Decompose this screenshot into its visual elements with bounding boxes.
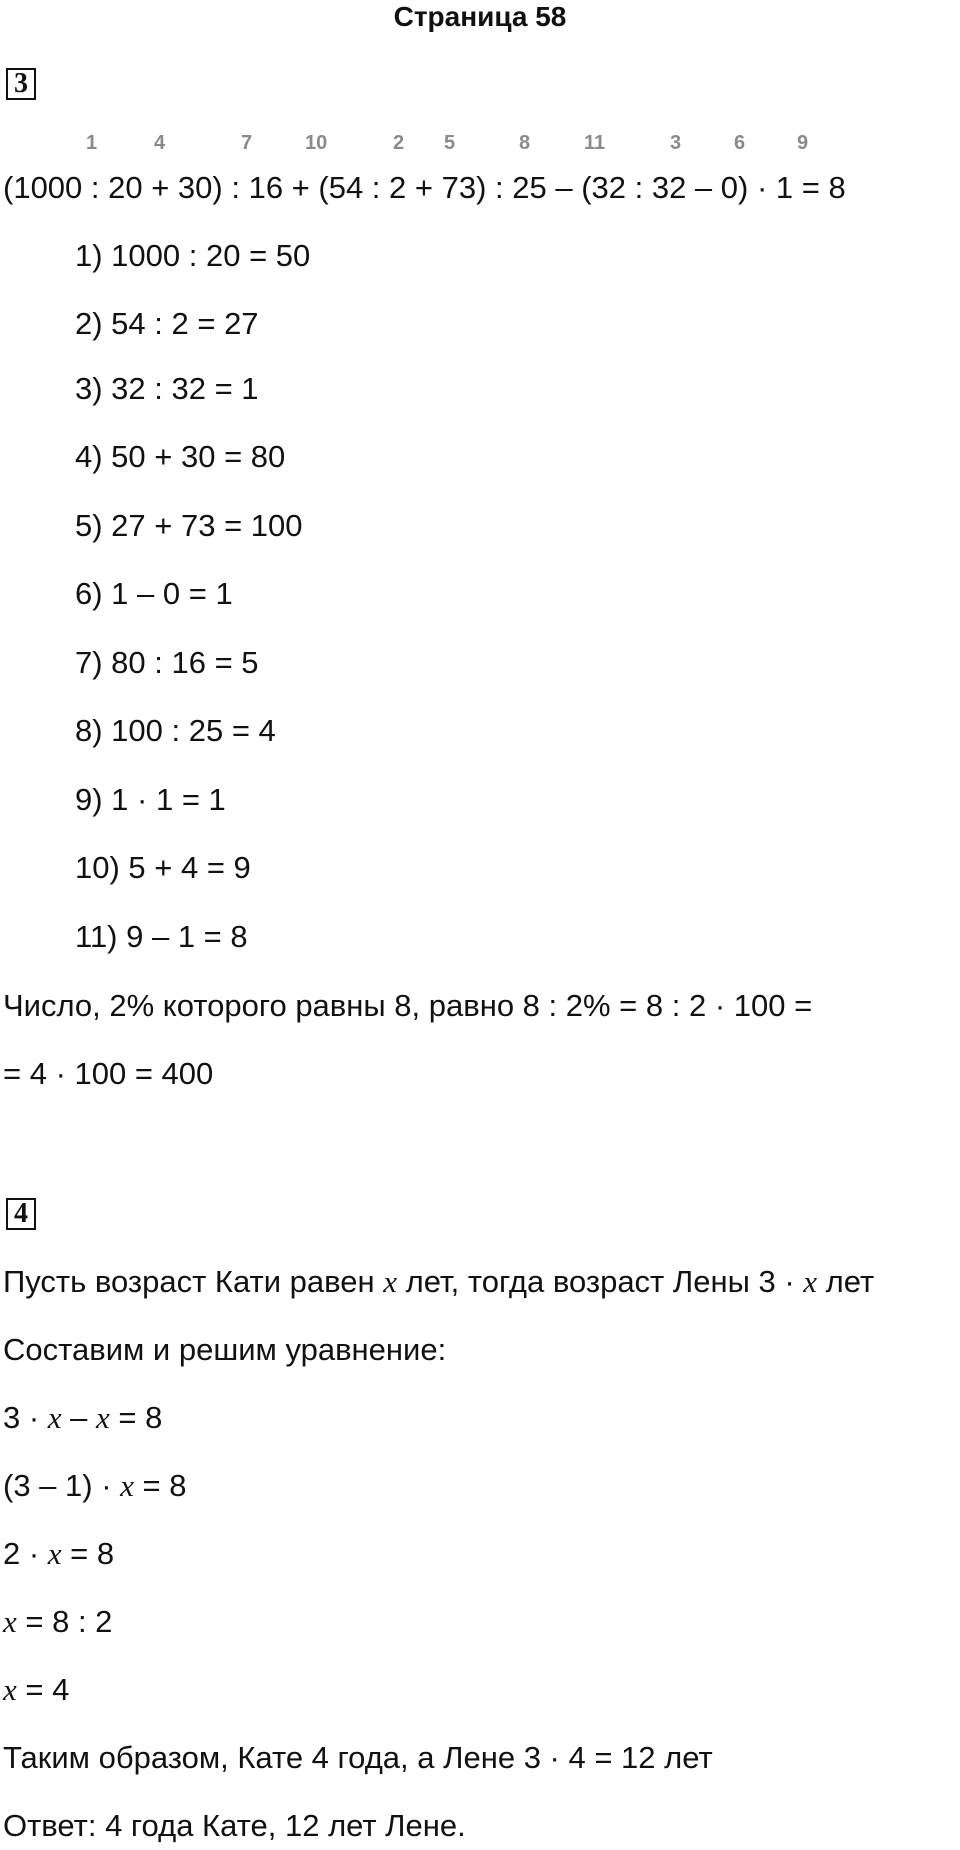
step-line: 1) 1000 : 20 = 50 bbox=[75, 238, 311, 273]
variable-x: x bbox=[47, 1536, 62, 1571]
order-label: 9 bbox=[797, 132, 809, 154]
equation-line bbox=[3, 1398, 162, 1438]
percent-conclusion-line-1: Число, 2% которого равны 8, равно 8 : 2% = 8 : 2 · 100 = bbox=[3, 988, 813, 1023]
order-label: 11 bbox=[584, 132, 606, 154]
step-line: 4) 50 + 30 = 80 bbox=[75, 439, 286, 474]
equation-text: = 8 bbox=[133, 1468, 187, 1503]
order-label: 8 bbox=[519, 132, 531, 154]
step-line: 2) 54 : 2 = 27 bbox=[75, 306, 259, 341]
order-label: 2 bbox=[393, 132, 405, 154]
order-label: 10 bbox=[305, 132, 328, 154]
step-line: 8) 100 : 25 = 4 bbox=[75, 713, 276, 748]
order-label: 6 bbox=[734, 132, 746, 154]
equation-line bbox=[3, 1670, 69, 1710]
condition-text: лет bbox=[817, 1264, 875, 1299]
answer-line: Ответ: 4 года Кате, 12 лет Лене. bbox=[3, 1808, 466, 1843]
equation-line bbox=[3, 1602, 112, 1642]
task-4-condition bbox=[3, 1262, 874, 1302]
task-3-number-box: 3 bbox=[6, 68, 36, 100]
step-line: 3) 32 : 32 = 1 bbox=[75, 371, 259, 406]
equation-text: 3 · bbox=[3, 1400, 48, 1435]
percent-conclusion-line-2: = 4 · 100 = 400 bbox=[3, 1056, 214, 1091]
variable-x: x bbox=[803, 1264, 818, 1299]
order-label: 1 bbox=[86, 132, 98, 154]
equation-line bbox=[3, 1534, 114, 1574]
page-title: Страница 58 bbox=[393, 1, 567, 32]
step-line: 7) 80 : 16 = 5 bbox=[75, 645, 259, 680]
step-line: 11) 9 – 1 = 8 bbox=[75, 919, 248, 954]
variable-x: x bbox=[3, 1604, 17, 1639]
step-line: 5) 27 + 73 = 100 bbox=[75, 508, 303, 543]
variable-x: x bbox=[3, 1672, 17, 1707]
task-4-number-box: 4 bbox=[6, 1198, 36, 1230]
variable-x: x bbox=[47, 1400, 62, 1435]
task-3-expression: (1000 : 20 + 30) : 16 + (54 : 2 + 73) : 25 – (32 : 32 – 0) · 1 = 8 bbox=[3, 170, 846, 205]
equation-text: (3 – 1) · bbox=[3, 1468, 121, 1503]
equation-text: = 8 : 2 bbox=[16, 1604, 113, 1639]
variable-x: x bbox=[96, 1400, 110, 1435]
step-line: 9) 1 · 1 = 1 bbox=[75, 782, 226, 817]
condition-text: лет, тогда возраст Лены 3 · bbox=[397, 1264, 804, 1299]
equation-text: = 4 bbox=[16, 1672, 70, 1707]
order-label: 4 bbox=[154, 132, 166, 154]
condition-text: Пусть возраст Кати равен bbox=[3, 1264, 384, 1299]
order-label: 5 bbox=[444, 132, 456, 154]
order-label: 3 bbox=[670, 132, 682, 154]
equation-text: 2 · bbox=[3, 1536, 48, 1571]
equation-line bbox=[3, 1466, 187, 1506]
order-label: 7 bbox=[241, 132, 253, 154]
equation-text: = 8 bbox=[109, 1400, 163, 1435]
result-line: Таким образом, Кате 4 года, а Лене 3 · 4 = 12 лет bbox=[3, 1740, 713, 1775]
step-line: 10) 5 + 4 = 9 bbox=[75, 850, 251, 885]
equation-text: – bbox=[61, 1400, 97, 1435]
step-line: 6) 1 – 0 = 1 bbox=[75, 576, 233, 611]
equation-intro: Составим и решим уравнение: bbox=[3, 1332, 447, 1367]
variable-x: x bbox=[383, 1264, 397, 1299]
variable-x: x bbox=[120, 1468, 134, 1503]
equation-text: = 8 bbox=[61, 1536, 115, 1571]
